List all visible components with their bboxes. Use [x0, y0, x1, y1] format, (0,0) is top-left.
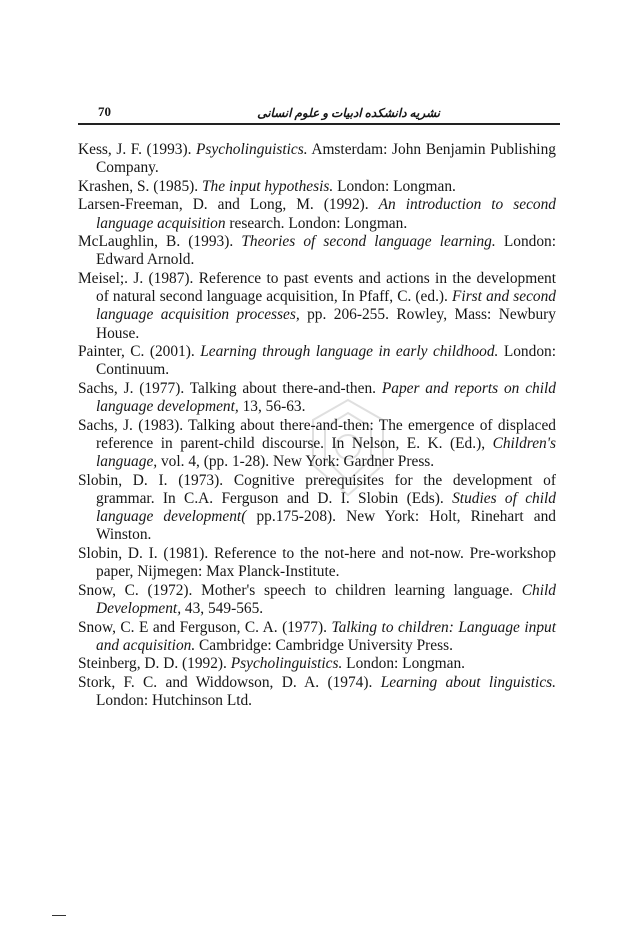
reference-text: Painter, C. (2001). — [78, 343, 201, 361]
reference-text: Meisel;. J. (1987). Reference to past events and actions in the development of natural second language acquisition, In Pfaff, C. (ed.). — [78, 269, 556, 306]
reference-title: An introduction to second language acquisition — [96, 196, 556, 232]
reference-text: McLaughlin, B. (1993). — [78, 233, 242, 251]
reference-text: Snow, C. E and Ferguson, C. A. (1977). — [78, 618, 332, 636]
reference-text: London: Longman. — [342, 655, 466, 673]
reference-text: Kess, J. F. (1993). — [78, 141, 197, 158]
reference-text: Amsterdam: John Benjamin Publishing Company. — [96, 141, 556, 177]
reference-entry — [78, 472, 556, 545]
reference-text: Krashen, S. (1985). — [78, 177, 202, 195]
reference-title: Paper and reports on child language development, — [96, 379, 556, 416]
reference-text: 13, 56-63. — [238, 398, 306, 416]
reference-title: Children's language, — [96, 434, 556, 471]
reference-title: Talking to children: Language input and acquisition. — [96, 618, 556, 654]
reference-title: Theories of second language learning. — [241, 233, 496, 251]
reference-text: Slobin, D. I. (1973). Cognitive prerequisites for the development of grammar. In C.A. Ferguson and D. I. Slobin (Eds). — [78, 471, 556, 507]
reference-entry — [78, 619, 556, 655]
reference-entry — [78, 178, 556, 196]
reference-entry — [78, 582, 556, 618]
reference-text: London: Continuum. — [96, 343, 556, 379]
reference-title: Psycholinguistics. — [196, 141, 308, 158]
reference-entry — [78, 655, 556, 673]
reference-entry — [78, 343, 556, 379]
header-divider — [78, 123, 560, 125]
reference-text: Snow, C. (1972). Mother's speech to children learning language. — [78, 581, 522, 599]
reference-text: Sachs, J. (1983). Talking about there-and-then: The emergence of displaced reference in parent-child discourse. In Nelson, E. K. (Ed.), — [78, 416, 556, 452]
reference-title: First and second language acquisition processes, — [96, 288, 557, 324]
reference-title: Psycholinguistics. — [230, 655, 343, 673]
reference-list — [78, 141, 556, 711]
reference-text: Cambridge: Cambridge University Press. — [195, 636, 453, 654]
reference-text: 43, 549-565. — [181, 599, 264, 617]
reference-text: Sachs, J. (1977). Talking about there-and-then. — [78, 379, 382, 397]
reference-entry — [78, 417, 556, 472]
reference-title: Learning about linguistics. — [380, 673, 556, 691]
reference-title: Child Development, — [96, 581, 556, 617]
reference-entry — [78, 380, 556, 416]
reference-entry — [78, 196, 556, 232]
reference-entry — [78, 270, 556, 343]
reference-text: Stork, F. C. and Widdowson, D. A. (1974). — [78, 673, 381, 691]
reference-text: London: Longman. — [333, 177, 456, 195]
reference-text: Slobin, D. I. (1981). Reference to the not-here and not-now. Pre-workshop paper, Nijmegen: Max Planck-Institute. — [78, 544, 556, 581]
reference-entry — [78, 141, 556, 177]
reference-text: pp. 206-255. Rowley, Mass: Newbury House. — [96, 306, 556, 342]
reference-entry — [78, 545, 556, 581]
reference-entry — [78, 674, 556, 710]
reference-entry — [78, 233, 556, 269]
reference-text: research. London: Longman. — [225, 214, 408, 232]
reference-text: London: Edward Arnold. — [96, 233, 557, 269]
journal-title: نشریه دانشکده ادبیات و علوم انسانی — [257, 106, 440, 120]
reference-text: vol. 4, (pp. 1-28). New York: Gardner Press. — [157, 453, 435, 471]
scan-mark — [52, 915, 66, 916]
reference-text: London: Hutchinson Ltd. — [96, 692, 253, 710]
page-header — [78, 100, 560, 120]
reference-text: Steinberg, D. D. (1992). — [78, 655, 231, 673]
page-number: 70 — [98, 104, 111, 119]
reference-text: pp.175-208). New York: Holt, Rinehart and Winston. — [96, 508, 556, 544]
reference-title: Studies of child language development( — [96, 489, 557, 526]
reference-title: Learning through language in early childhood. — [200, 343, 499, 361]
reference-title: The input hypothesis. — [201, 177, 334, 195]
reference-text: Larsen-Freeman, D. and Long, M. (1992). — [78, 196, 379, 214]
